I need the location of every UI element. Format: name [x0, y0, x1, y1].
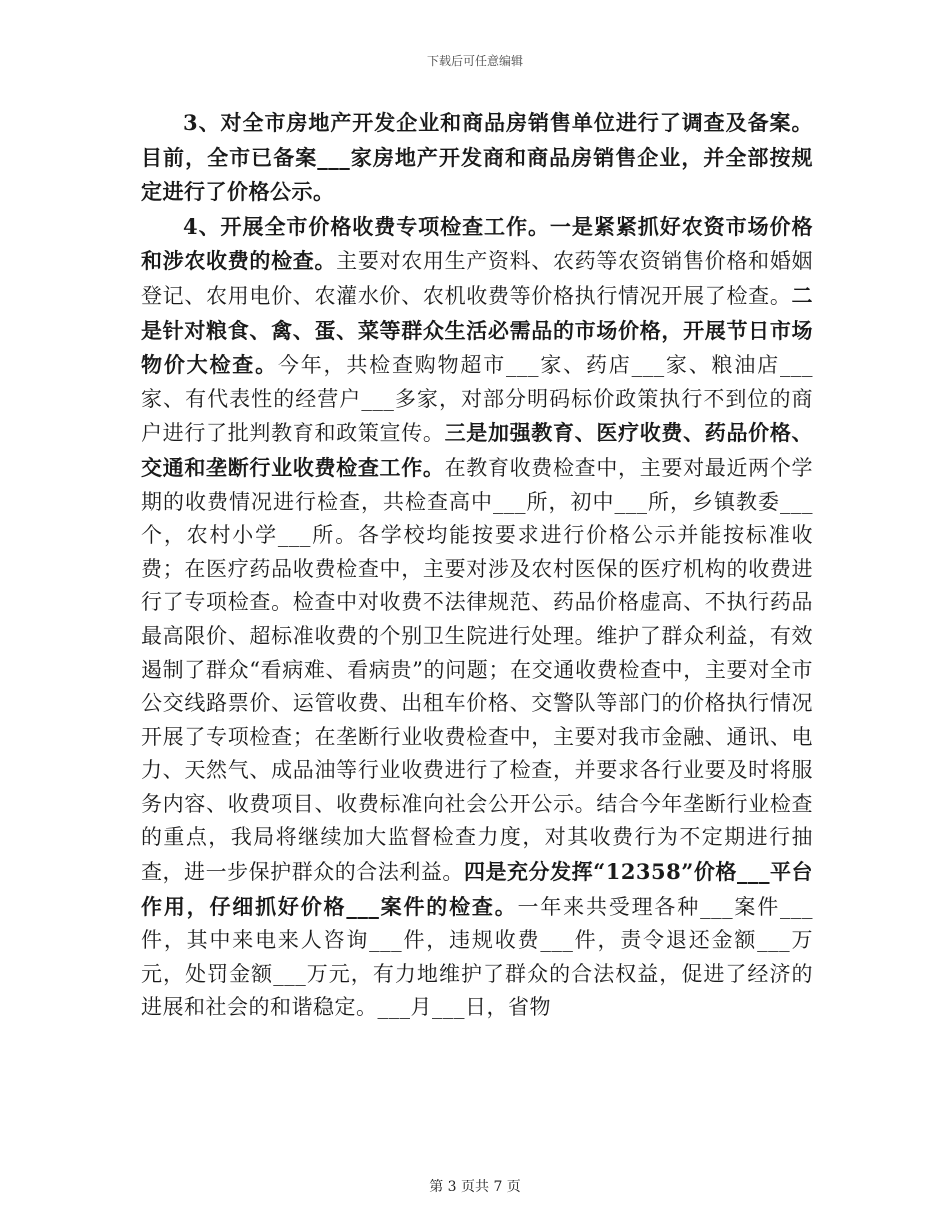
body-text-3: 在教育收费检查中，主要对最近两个学期的收费情况进行检查，共检查高中___所，初中___所，乡镇教委___个，农村小学___所。各学校均能按要求进行价格公示并能按标准收费；在医疗药品收费检查中，主要对涉及农村医保的医疗机构的收费进行了专项检查。检查中对收费不法律规范、药品价格虚高、不执行药品最高限价、超标准收费的个别卫生院进行处理。维护了群众利益，有效遏制了群众“看病难、看病贵”的问题；在交通收费检查中，主要对全市公交线路票价、运管收费、出租车价格、交警队等部门的价格执行情况开展了专项检查；在垄断行业收费检查中，主要对我市金融、通讯、电力、天然气、成品油等行业收费进行了检查，并要求各行业要及时将服务内容、收费项目、收费标准向社会公开公示。结合今年垄断行业检查的重点，我局将继续加大监督检查力度，对其收费行为不定期进行抽查，进一步保护群众的合法利益。	[141, 455, 814, 885]
heading-point-4: 四是充分发挥“12358”价格___平台作用，仔细抓好价格___案件的检查。	[141, 859, 814, 919]
heading-point-3: 三是加强教育、医疗收费、药品价格、交通和垄断行业收费检查工作。	[141, 420, 814, 480]
page-footer: 第 3 页共 7 页	[429, 1179, 521, 1195]
document-body	[141, 106, 813, 1025]
paragraph-3-text: 3、对全市房地产开发企业和商品房销售单位进行了调查及备案。目前，全市已备案___家房地产开发商和商品房销售企业，并全部按规定进行了价格公示。	[141, 110, 813, 205]
paragraph-3	[141, 106, 813, 210]
body-text-1: 主要对农用生产资料、农药等农资销售价格和婚姻登记、农用电价、农灌水价、农机收费等价格执行情况开展了检查。	[141, 249, 814, 308]
paragraph-4	[141, 210, 813, 1025]
heading-point-2: 二是针对粮食、禽、蛋、菜等群众生活必需品的市场价格，开展节日市场物价大检查。	[141, 282, 813, 378]
body-text-4: 一年来共受理各种___案件___件，其中来电来人咨询___件，违规收费___件，责令退还金额___万元，处罚金额___万元，有力地维护了群众的合法权益，促进了经济的进展和社会的和谐稳定。___月___日，省物	[141, 894, 814, 1020]
page-header: 下载后可任意编辑	[426, 54, 523, 68]
heading-item-4: 4、开展全市价格收费专项检查工作。一是紧紧抓好农资市场价格和涉农收费的检查。	[141, 213, 813, 274]
body-text-2: 今年，共检查购物超市___家、药店___家、粮油店___家、有代表性的经营户___多家，对部分明码标价政策执行不到位的商户进行了批判教育和政策宣传。	[141, 353, 814, 446]
